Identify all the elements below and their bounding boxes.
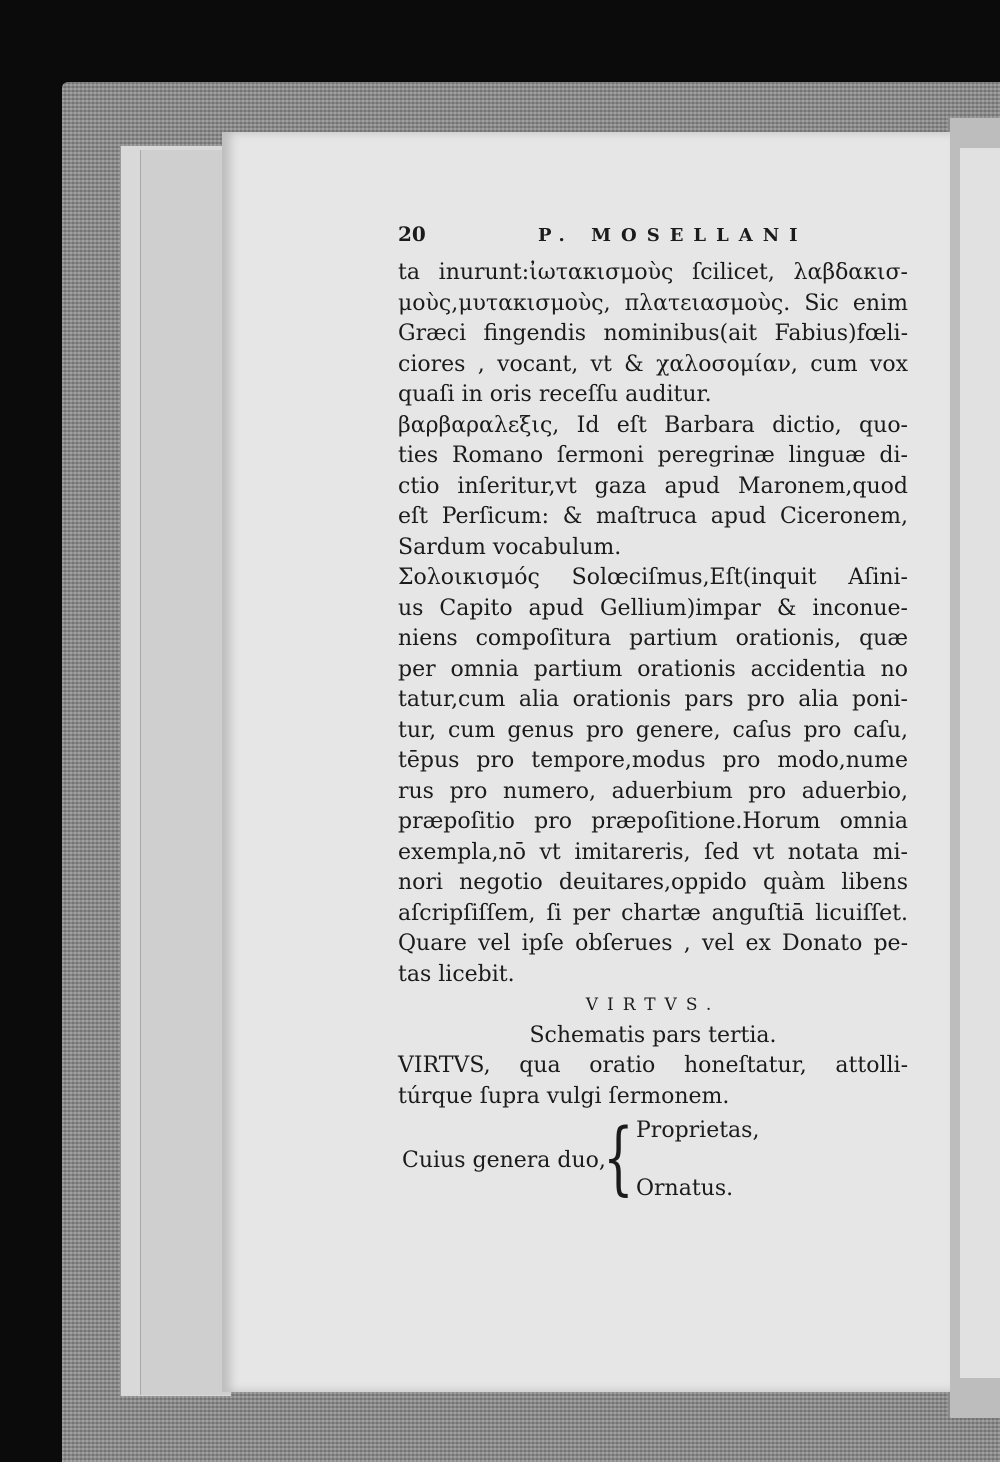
text-line: quaſi in oris receſſu auditur. <box>398 382 712 407</box>
text-line: niens compoſitura partium orationis, quæ <box>398 626 908 651</box>
facing-page-edge <box>948 118 1000 1418</box>
genera-division <box>398 1111 908 1208</box>
running-head: P. MOSELLANI <box>538 225 808 246</box>
genus-item: Ornatus. <box>636 1176 734 1201</box>
text-line: per omnia partium orationis accidentia no <box>398 656 908 682</box>
text-line: ties Romano ſermoni peregrinæ linguæ di- <box>398 443 908 468</box>
text-line: Quare vel ipſe obſerues , vel ex Donato pe- <box>398 931 908 956</box>
text-line: tatur,cum alia orationis pars pro alia poni- <box>398 687 908 712</box>
page-number: 20 <box>398 222 426 246</box>
curly-brace: { <box>603 1111 634 1204</box>
text-line: exempla,nō vt imitareris, ſed vt notata mi- <box>398 839 908 865</box>
text-line: us Capito apud Gellium)impar & inconue- <box>398 595 908 621</box>
text-line: Σολοικισμός Solœciſmus,Eſt(inquit Aſini- <box>398 565 908 590</box>
text-line: nori negotio deuitares,oppido quàm libens <box>398 870 908 895</box>
text-line: eſt Perſicum: & maſtruca apud Ciceronem, <box>398 504 908 529</box>
section-heading: VIRTVS. <box>585 995 721 1015</box>
text-line: aſcripſiſſem, ſi per chartæ anguſtiā licuiſſet. <box>398 900 908 926</box>
text-line: μοὺς,μυτακισμοὺς, πλατειασμοὺς. Sic enim <box>398 290 908 316</box>
text-line: ctio inſeritur,vt gaza apud Maronem,quod <box>398 473 908 499</box>
genus-item: Proprietas, <box>636 1118 760 1143</box>
definition-line: VIRTVS, qua oratio honeſtatur, attolli- <box>398 1053 908 1078</box>
definition-line: túrque ſupra vulgi ſermonem. <box>398 1083 730 1109</box>
body-text <box>398 258 908 990</box>
text-line: Græci fingendis nominibus(ait Fabius)fœli- <box>398 321 908 346</box>
text-line: præpoſitio pro præpoſitione.Horum omnia <box>398 809 908 834</box>
text-line: Sardum vocabulum. <box>398 534 622 560</box>
text-line: ciores , vocant, vt & χαλοσομίαν, cum vox <box>398 351 908 377</box>
page-header <box>398 222 908 252</box>
text-line: ta inurunt:ἰωτακισμοὺς ſcilicet, λαβδακισ- <box>398 260 908 285</box>
section-subheading: Schematis pars tertia. <box>529 1022 777 1048</box>
page-text <box>398 222 908 1208</box>
genera-label: Cuius genera duo, <box>402 1148 606 1173</box>
text-line: tas licebit. <box>398 961 515 987</box>
text-line: tur, cum genus pro genere, caſus pro caſu, <box>398 717 908 743</box>
text-line: rus pro numero, aduerbium pro aduerbio, <box>398 778 908 804</box>
text-line: βαρβαραλεξις, Id eſt Barbara dictio, quo- <box>398 412 908 438</box>
text-line: tēpus pro tempore,modus pro modo,nume <box>398 748 908 773</box>
endpaper-leaf-inner <box>140 150 231 1395</box>
